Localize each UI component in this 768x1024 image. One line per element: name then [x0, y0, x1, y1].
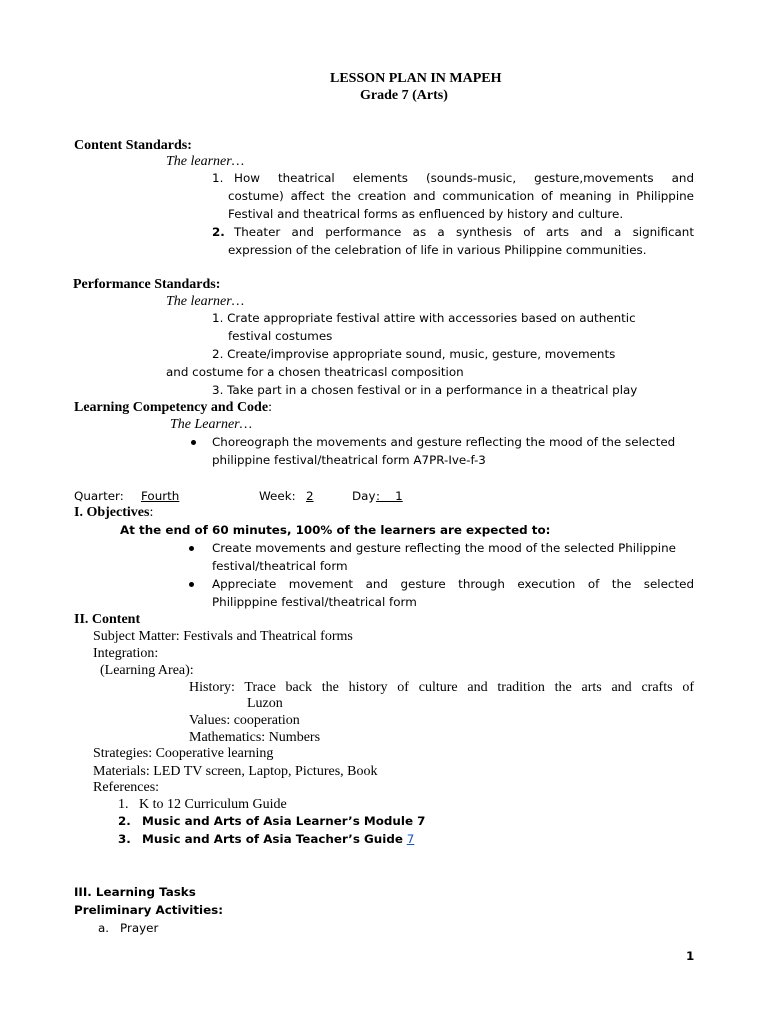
content-standard-1-number: 1.: [212, 171, 224, 185]
reference-3-row: [142, 831, 414, 848]
performance-standard-1-line1: 1. Crate appropriate festival attire with accessories based on authentic: [212, 311, 636, 325]
references-label: References:: [93, 780, 160, 795]
content-standard-2-number: 2.: [212, 225, 225, 239]
quarter-value: Fourth: [141, 489, 180, 503]
objective-1-line2: festival/theatrical form: [212, 559, 348, 573]
quarter-label: Quarter:: [74, 489, 124, 503]
competency-heading-row: [74, 399, 272, 416]
content-standard-2-line1: Theater and performance as a synthesis of arts and a significant: [234, 225, 694, 239]
competency-colon: :: [268, 400, 272, 415]
history-line2: Luzon: [247, 696, 283, 711]
performance-standard-2-line2: and costume for a chosen theatricasl composition: [166, 365, 464, 379]
reference-2: Music and Arts of Asia Learner’s Module 7: [142, 814, 426, 828]
objectives-colon: :: [149, 505, 154, 520]
week-label: Week:: [259, 489, 296, 503]
doc-subtitle: Grade 7 (Arts): [360, 88, 448, 103]
performance-standard-1-line2: festival costumes: [228, 329, 333, 343]
learning-tasks-heading: III. Learning Tasks: [74, 885, 196, 899]
bullet-icon: [191, 440, 196, 445]
content-standard-2-line2: expression of the celebration of life in various Philippine communities.: [228, 243, 647, 257]
objectives-heading-row: [74, 504, 153, 521]
bullet-icon: [189, 582, 194, 587]
history-line1: History: Trace back the history of culture and tradition the arts and crafts of: [189, 680, 694, 695]
preliminary-activities-heading: Preliminary Activities:: [74, 903, 223, 917]
task-a-text: Prayer: [120, 921, 159, 935]
bullet-icon: [189, 546, 194, 551]
performance-standards-heading: Performance Standards:: [73, 277, 221, 292]
competency-line1: Choreograph the movements and gesture reflecting the mood of the selected: [212, 435, 676, 449]
day-label: Day: [352, 489, 376, 503]
integration-label: Integration:: [93, 646, 159, 661]
content-heading: II. Content: [74, 612, 141, 627]
reference-2-number: 2.: [118, 814, 131, 828]
objective-1-line1: Create movements and gesture reflecting the mood of the selected Philippine: [212, 541, 676, 555]
content-standard-1-line3: Festival and theatrical forms as enfluenced by history and culture.: [228, 207, 624, 221]
values-line: Values: cooperation: [189, 713, 300, 728]
materials-line: Materials: LED TV screen, Laptop, Pictures, Book: [93, 764, 378, 779]
content-standard-1-line2: costume) affect the creation and communication of meaning in Philippine: [228, 189, 694, 203]
competency-heading: Learning Competency and Code: [74, 400, 269, 415]
page-number: 1: [686, 949, 695, 963]
objectives-heading: I. Objectives: [74, 505, 150, 520]
learning-area-label: (Learning Area):: [100, 663, 194, 678]
reference-3-number: 3.: [118, 832, 131, 846]
task-a-letter: a.: [98, 921, 110, 935]
day-value: : 1: [376, 489, 403, 503]
performance-standard-3: 3. Take part in a chosen festival or in a performance in a theatrical play: [212, 383, 638, 397]
content-standard-1-line1: How theatrical elements (sounds-music, gesture,movements and: [234, 171, 694, 185]
objective-2-line1: Appreciate movement and gesture through execution of the selected: [212, 577, 694, 591]
subject-matter: Subject Matter: Festivals and Theatrical forms: [93, 629, 353, 644]
strategies-line: Strategies: Cooperative learning: [93, 746, 274, 761]
objective-2-line2: Philipppine festival/theatrical form: [212, 595, 417, 609]
reference-1: 1. K to 12 Curriculum Guide: [118, 797, 287, 812]
reference-3: Music and Arts of Asia Teacher’s Guide: [142, 832, 403, 846]
week-value: 2: [306, 489, 314, 503]
performance-standards-learner: The learner…: [166, 294, 245, 309]
content-standards-learner: The learner…: [166, 154, 245, 169]
mathematics-line: Mathematics: Numbers: [189, 730, 321, 745]
content-standards-heading: Content Standards:: [74, 138, 192, 153]
competency-line2: philippine festival/theatrical form A7PR-Ive-f-3: [212, 453, 486, 467]
performance-standard-2-line1: 2. Create/improvise appropriate sound, music, gesture, movements: [212, 347, 616, 361]
reference-3-link[interactable]: 7: [406, 832, 415, 846]
doc-title: LESSON PLAN IN MAPEH: [330, 71, 502, 86]
objectives-intro: At the end of 60 minutes, 100% of the learners are expected to:: [120, 523, 551, 537]
competency-learner: The Learner…: [170, 417, 253, 432]
